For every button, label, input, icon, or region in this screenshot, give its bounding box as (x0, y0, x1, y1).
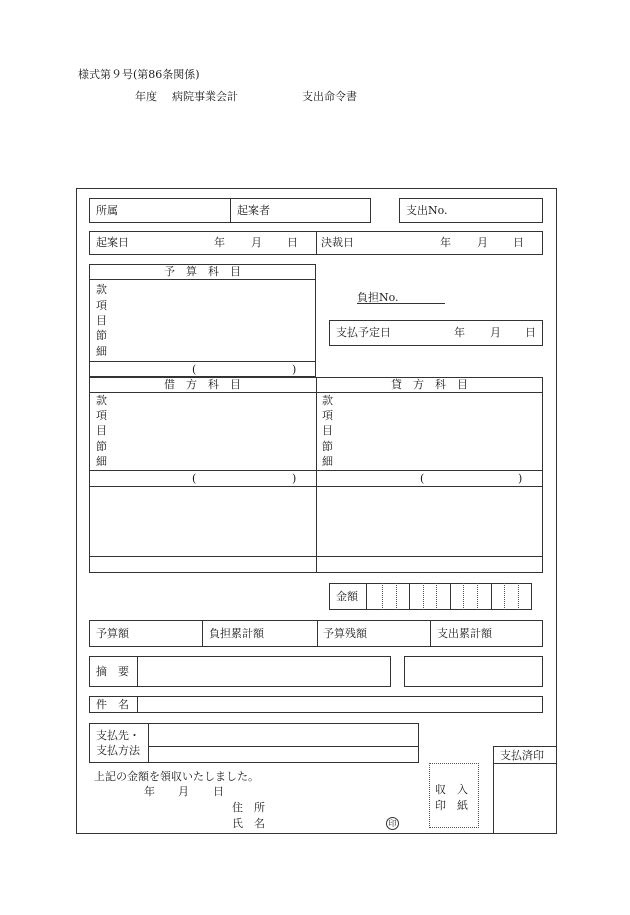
draft-date-label: 起案日 (96, 236, 129, 249)
address-label: 住 所 (232, 801, 265, 814)
divider (148, 746, 419, 747)
budget-paren-close: ) (292, 363, 297, 376)
summary-aux-box[interactable] (404, 656, 543, 687)
digit-divider (477, 583, 478, 610)
subject-box[interactable] (89, 696, 543, 713)
form-number: 様式第９号(第86条関係) (78, 68, 200, 81)
receipt-year-label: 年 (144, 785, 155, 798)
budget-paren-open: ( (192, 363, 197, 376)
divider (202, 620, 203, 647)
draft-month-label: 月 (251, 236, 262, 249)
seal-mark: 印 (386, 817, 399, 830)
credit-item-kou: 項 (322, 409, 333, 422)
payment-method-label: 支払方法 (96, 744, 140, 757)
credit-item-setsu: 節 (322, 440, 333, 453)
affiliation-label: 所属 (96, 204, 118, 217)
fiscal-year-label: 年度 (135, 90, 157, 103)
divider (366, 583, 367, 610)
digit-divider (423, 583, 424, 610)
debit-item-kan: 款 (96, 394, 107, 407)
digit-divider (518, 583, 519, 610)
payment-year-label: 年 (454, 326, 465, 339)
divider (148, 723, 149, 763)
decision-date-label: 決裁日 (321, 236, 354, 249)
credit-paren-close: ) (518, 472, 523, 485)
divider (317, 620, 318, 647)
divider (89, 361, 316, 362)
divider (493, 746, 557, 747)
subject-label: 件 名 (96, 698, 129, 711)
revenue-stamp-line2: 印 紙 (435, 799, 468, 812)
receipt-month-label: 月 (178, 785, 189, 798)
debit-paren-open: ( (192, 472, 197, 485)
burden-no-underline[interactable] (357, 303, 445, 304)
receipt-statement: 上記の金額を領収いたしました。 (94, 770, 259, 783)
divider (89, 486, 543, 487)
debit-subject-header: 借 方 科 目 (164, 378, 241, 391)
credit-item-kan: 款 (322, 394, 333, 407)
divider (89, 470, 543, 471)
drafter-label: 起案者 (237, 204, 270, 217)
divider (316, 377, 317, 573)
payment-date-label: 支払予定日 (336, 326, 391, 339)
debit-paren-close: ) (292, 472, 297, 485)
debit-item-kou: 項 (96, 409, 107, 422)
digit-divider (409, 583, 410, 610)
budget-item-kan: 款 (96, 283, 107, 296)
decision-day-label: 日 (513, 236, 524, 249)
payment-month-label: 月 (490, 326, 501, 339)
divider (89, 556, 543, 557)
summary-label: 摘 要 (96, 665, 129, 678)
paid-stamp-label: 支払済印 (500, 749, 544, 762)
digit-divider (396, 583, 397, 610)
budget-remaining-label: 予算残額 (323, 627, 367, 640)
account-name: 病院事業会計 (172, 90, 238, 103)
burden-cumulative-label: 負担累計額 (209, 627, 264, 640)
divider (89, 279, 316, 280)
amount-label: 金額 (336, 590, 358, 603)
digit-divider (450, 583, 451, 610)
debit-item-moku: 目 (96, 424, 107, 437)
payment-no-label: 支出No. (406, 204, 448, 217)
payee-label: 支払先・ (96, 729, 140, 742)
credit-item-moku: 目 (322, 424, 333, 437)
decision-month-label: 月 (477, 236, 488, 249)
credit-paren-open: ( (420, 472, 425, 485)
amount-box[interactable] (329, 583, 532, 610)
divider (230, 198, 231, 223)
digit-divider (504, 583, 505, 610)
divider (430, 620, 431, 647)
debit-item-setsu: 節 (96, 440, 107, 453)
decision-year-label: 年 (440, 236, 451, 249)
digit-divider (436, 583, 437, 610)
divider (316, 231, 317, 255)
payment-cumulative-label: 支出累計額 (437, 627, 492, 640)
budget-amount-label: 予算額 (96, 627, 129, 640)
digit-divider (491, 583, 492, 610)
receipt-day-label: 日 (213, 785, 224, 798)
budget-item-moku: 目 (96, 314, 107, 327)
budget-subject-header: 予 算 科 目 (164, 265, 241, 278)
payment-day-label: 日 (525, 326, 536, 339)
name-label: 氏 名 (232, 817, 265, 830)
credit-item-sai: 細 (322, 455, 333, 468)
divider (493, 746, 494, 763)
debit-item-sai: 細 (96, 455, 107, 468)
draft-year-label: 年 (214, 236, 225, 249)
digit-divider (463, 583, 464, 610)
digit-divider (382, 583, 383, 610)
divider (89, 392, 543, 393)
budget-item-sai: 細 (96, 345, 107, 358)
revenue-stamp-line1: 収 入 (435, 783, 468, 796)
burden-no-label: 負担No. (357, 291, 399, 304)
document-title: 支出命令書 (302, 90, 357, 103)
divider (137, 656, 138, 687)
divider (137, 696, 138, 713)
draft-day-label: 日 (287, 236, 298, 249)
divider (493, 763, 557, 764)
budget-item-kou: 項 (96, 299, 107, 312)
credit-subject-header: 貸 方 科 目 (391, 378, 468, 391)
summary-box[interactable] (89, 656, 391, 687)
budget-item-setsu: 節 (96, 329, 107, 342)
